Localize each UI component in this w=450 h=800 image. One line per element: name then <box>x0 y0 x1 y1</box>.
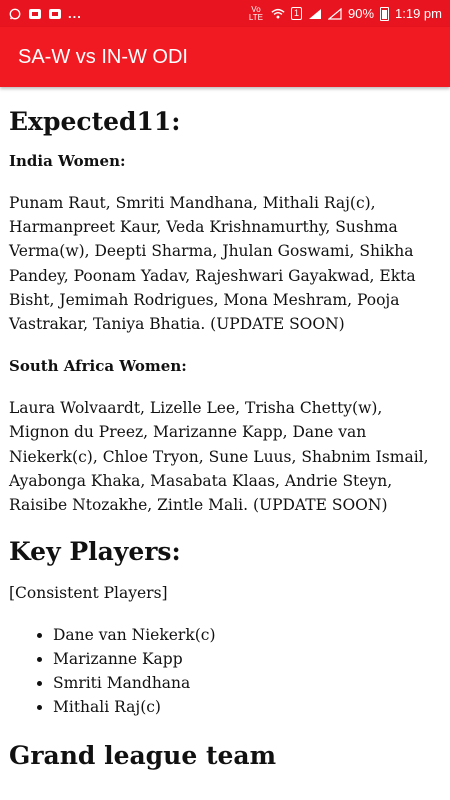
article-body[interactable] <box>0 87 450 800</box>
expected-heading: Expected11: <box>9 107 181 136</box>
notification-icons <box>8 6 82 21</box>
sim-badge: 1 <box>291 7 302 20</box>
signal-icon <box>328 8 342 20</box>
app-icon <box>28 8 42 20</box>
status-bar <box>0 0 450 27</box>
list-item: • Dane van Niekerk(c) <box>53 623 441 647</box>
list-item: • Smriti Mandhana <box>53 671 441 695</box>
battery-percent: 90% <box>347 6 375 21</box>
list-item: • Marizanne Kapp <box>53 647 441 671</box>
key-players-heading: Key Players: <box>9 537 181 567</box>
clock: 1:19 pm <box>395 6 442 21</box>
more-notifications: ... <box>68 6 82 21</box>
consistent-players-label: [Consistent Players] <box>9 584 168 603</box>
india-team-heading: India Women: <box>9 152 126 170</box>
battery-icon <box>380 7 389 21</box>
sa-team-heading: South Africa Women: <box>9 357 187 376</box>
app-bar <box>0 27 450 87</box>
whatsapp-icon <box>8 8 22 20</box>
sa-players-text: Laura Wolvaardt, Lizelle Lee, Trisha Chetty(w), Mignon du Preez, Marizanne Kapp, Dane van Niekerk(c), Chloe Tryon, Sune Luus, Shabnim Ismail, Ayabonga Khaka, Masabata Klaas, Andrie Steyn, Raisibe Ntozakhe, Zintle Mali. (UPDATE SOON) <box>9 399 429 515</box>
key-players-list <box>9 623 441 719</box>
app-icon <box>48 8 62 20</box>
volte-label: Vo LTE <box>248 4 263 22</box>
india-players-text: Punam Raut, Smriti Mandhana, Mithali Raj(c), Harmanpreet Kaur, Veda Krishnamurthy, Sushma Verma(w), Deepti Sharma, Jhulan Goswami, Shikha Pandey, Poonam Yadav, Rajeshwari Gayakwad, Ekta Bisht, Jemimah Rodrigues, Mona Meshram, Pooja Vastrakar, Taniya Bhatia. (UPDATE SOON) <box>9 194 416 334</box>
list-item: • Mithali Raj(c) <box>53 695 441 719</box>
page-title: SA-W vs IN-W ODI <box>18 45 188 68</box>
system-icons <box>247 6 442 22</box>
grand-league-heading: Grand league team <box>9 741 277 771</box>
wifi-icon <box>271 8 285 20</box>
signal-icon <box>308 8 322 20</box>
